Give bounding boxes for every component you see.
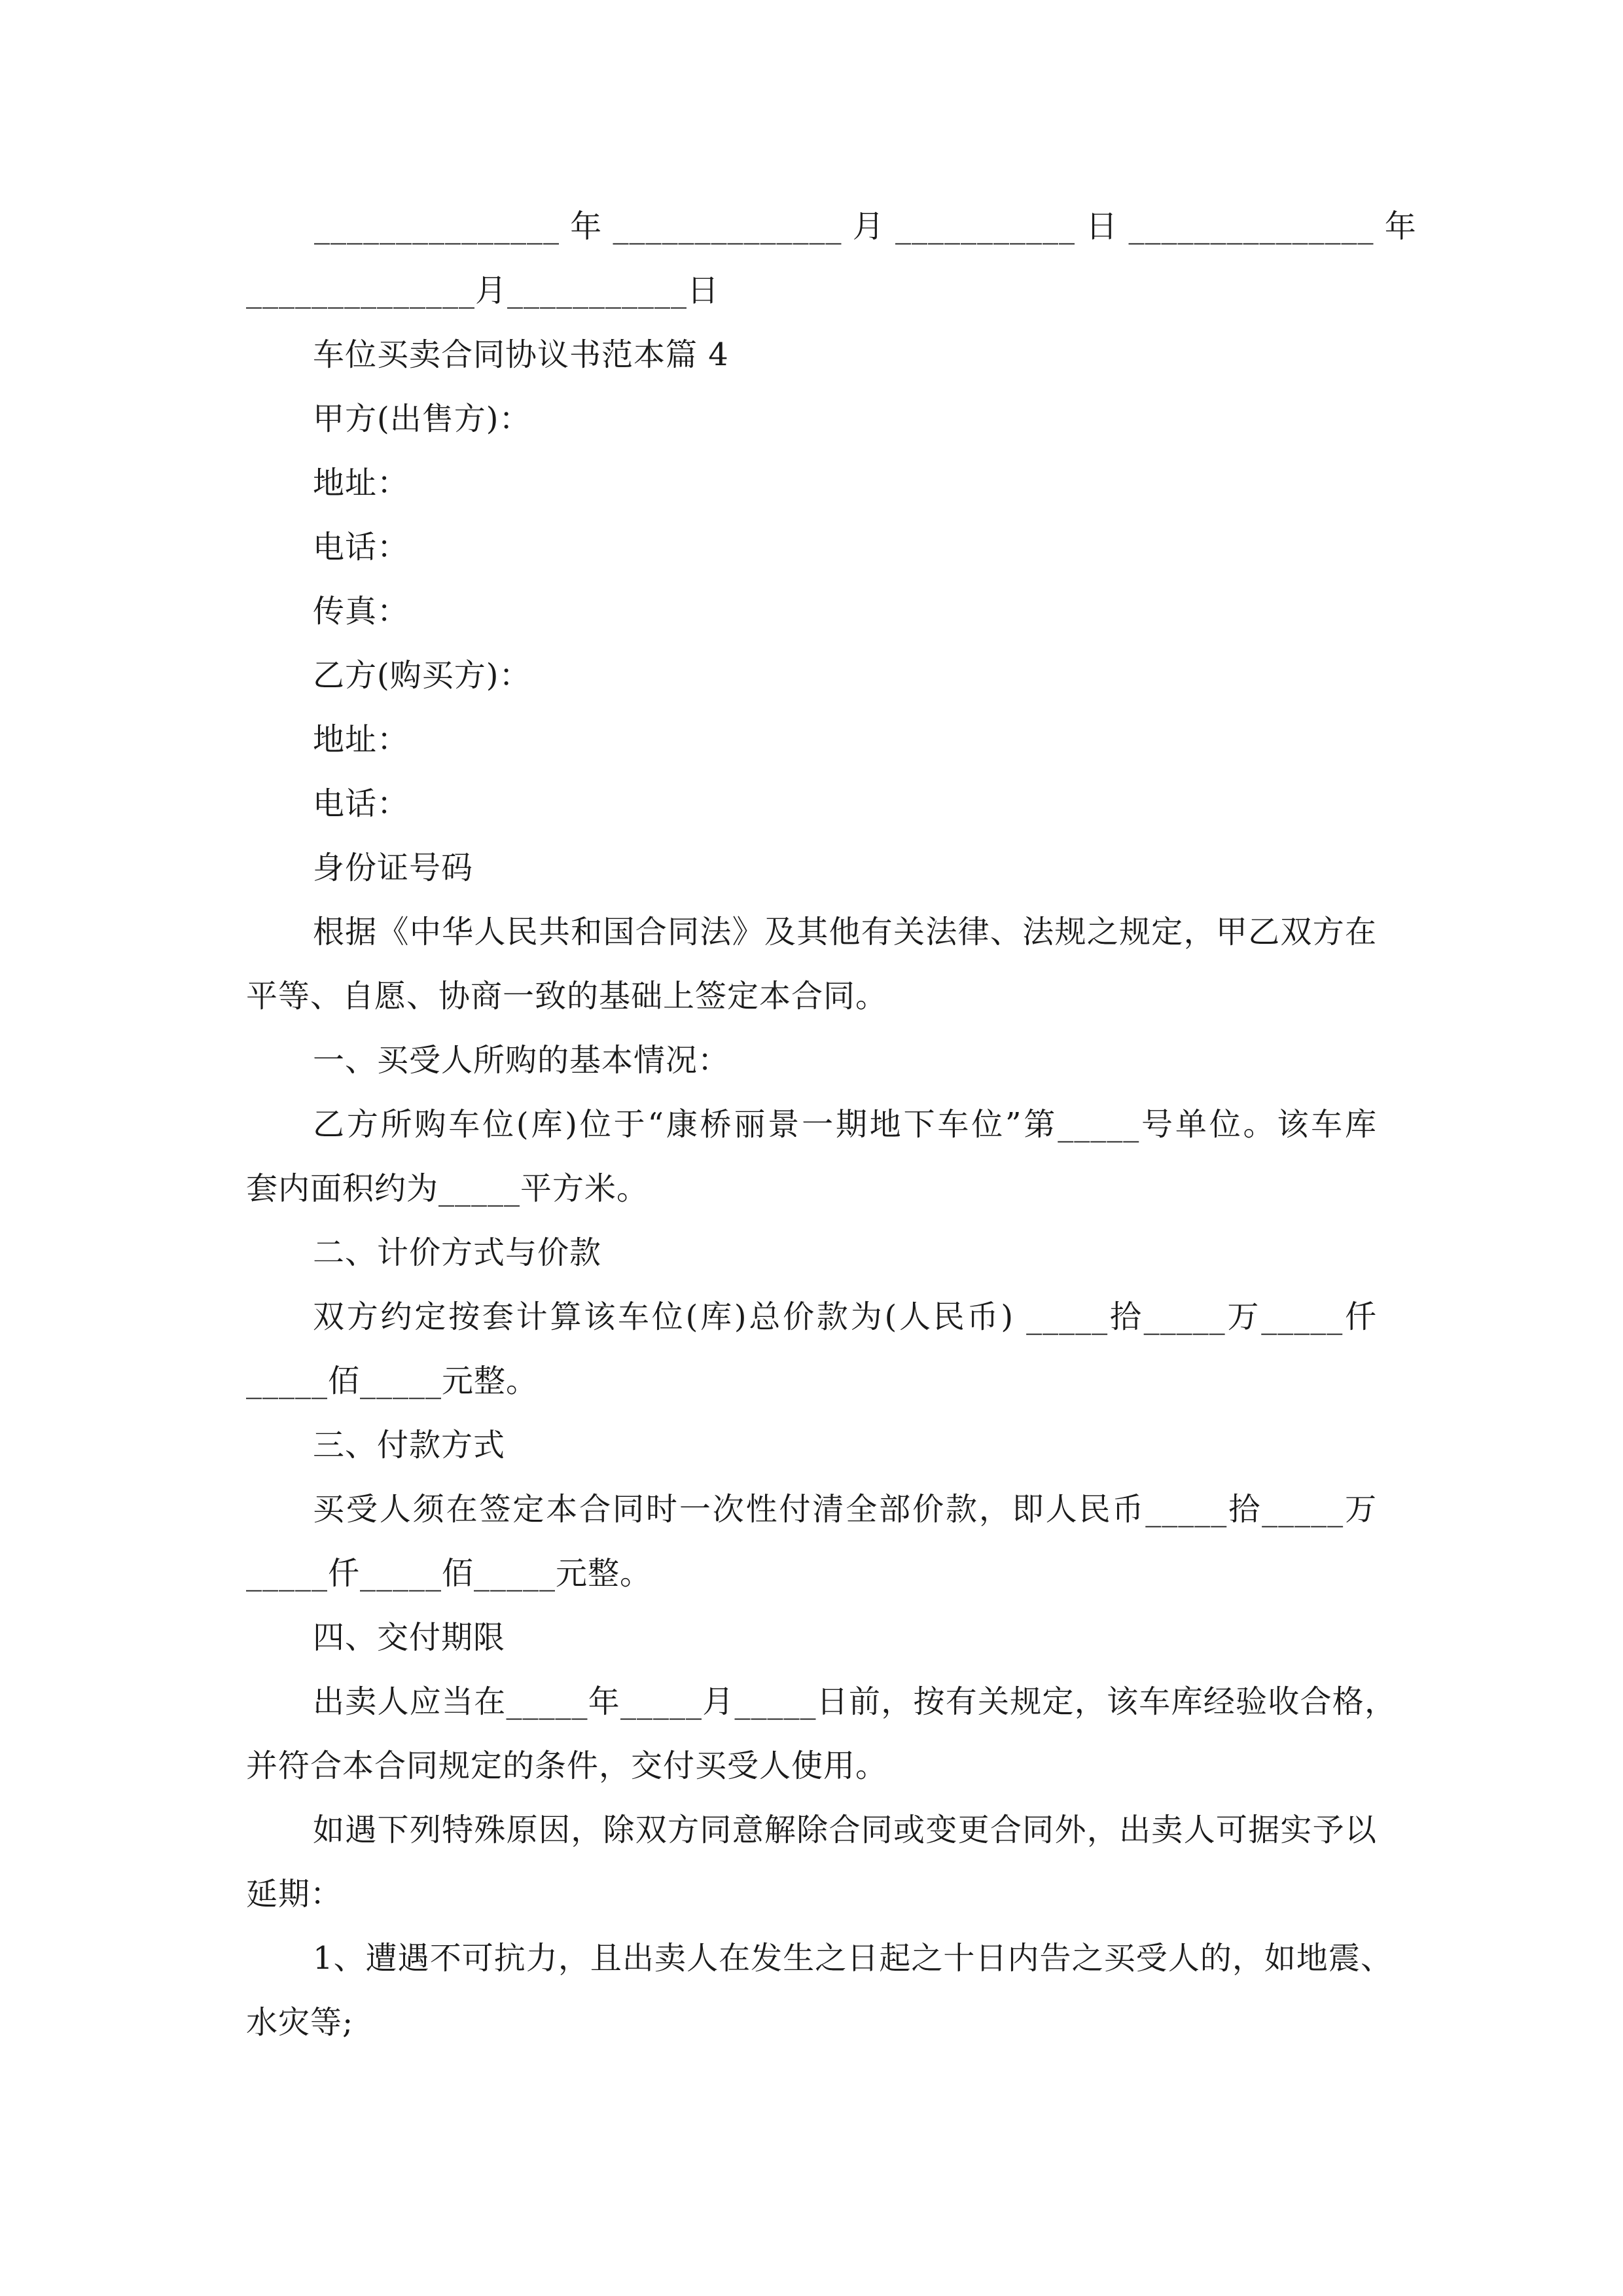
party-b-label: 乙方(购买方)： (313, 657, 531, 694)
clause-4-title: 四、交付期限 (313, 1619, 506, 1656)
clause-4-line-3: 如遇下列特殊原因，除双方同意解除合同或变更合同外，出卖人可据实予以 (313, 1812, 1377, 1848)
item-1-line-1: 1、遭遇不可抗力，且出卖人在发生之日起之十日内告之买受人的，如地震、 (313, 1940, 1393, 1977)
date-line-2: ______________月___________日 (246, 272, 720, 309)
party-a-phone: 电话： (313, 529, 410, 565)
clause-2-title: 二、计价方式与价款 (313, 1234, 602, 1271)
clause-3-line-2: _____仟_____佰_____元整。 (246, 1555, 652, 1592)
section-title: 车位买卖合同协议书范本篇 4 (313, 336, 729, 373)
item-1-line-2: 水灾等; (246, 2004, 354, 2041)
clause-1-line-1: 乙方所购车位(库)位于“康桥丽景一期地下车位”第_____号单位。该车库 (313, 1106, 1377, 1143)
intro-line-1: 根据《中华人民共和国合同法》及其他有关法律、法规之规定，甲乙双方在 (313, 914, 1377, 950)
party-b-id: 身份证号码 (313, 850, 474, 886)
date-line-1: _______________ 年 ______________ 月 ___________ 日 _______________ 年 (314, 208, 1417, 245)
clause-4-line-2: 并符合本合同规定的条件，交付买受人使用。 (246, 1748, 888, 1784)
clause-3-title: 三、付款方式 (313, 1427, 506, 1463)
clause-3-line-1: 买受人须在签定本合同时一次性付清全部价款，即人民币_____拾_____万 (313, 1491, 1377, 1528)
party-b-phone: 电话： (313, 785, 410, 822)
clause-1-line-2: 套内面积约为_____平方米。 (246, 1170, 649, 1207)
clause-2-line-2: _____佰_____元整。 (246, 1363, 539, 1399)
intro-line-2: 平等、自愿、协商一致的基础上签定本合同。 (246, 978, 888, 1014)
clause-2-line-1: 双方约定按套计算该车位(库)总价款为(人民币) _____拾_____万_____仟 (313, 1299, 1377, 1335)
clause-4-line-1: 出卖人应当在_____年_____月_____日前，按有关规定，该车库经验收合格， (313, 1683, 1397, 1720)
party-b-address: 地址： (313, 721, 410, 758)
party-a-address: 地址： (313, 465, 410, 501)
party-a-fax: 传真： (313, 593, 410, 630)
clause-4-line-4: 延期： (246, 1876, 343, 1912)
party-a-label: 甲方(出售方)： (313, 401, 531, 437)
clause-1-title: 一、买受人所购的基本情况： (313, 1042, 730, 1079)
